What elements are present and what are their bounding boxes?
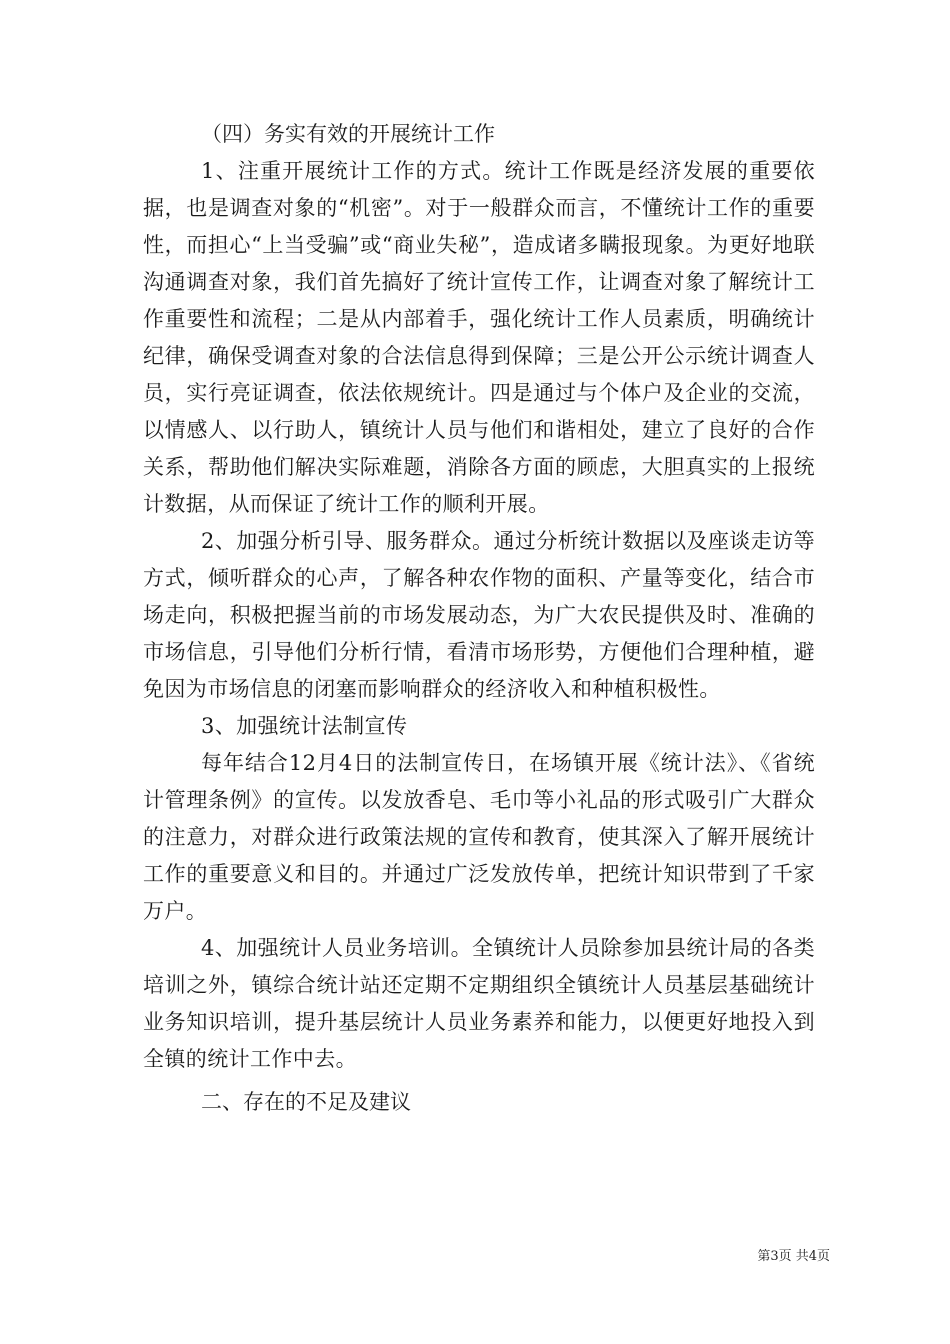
document-body — [143, 116, 815, 1121]
paragraph-law-publicity: 每年结合12月4日的法制宣传日，在场镇开展《统计法》、《省统计管理条例》的宣传。以发放香皂、毛巾等小礼品的形式吸引广大群众的注意力，对群众进行政策法规的宣传和教育，使其深入了解开展统计工作的重要意义和目的。并通过广泛发放传单，把统计知识带到了千家万户。 — [143, 751, 815, 923]
paragraph-statistics-methods: 1、注重开展统计工作的方式。统计工作既是经济发展的重要依据，也是调查对象的“机密”。对于一般群众而言，不懂统计工作的重要性，而担心“上当受骗”或“商业失秘”，造成诸多瞒报现象。为更好地联沟通调查对象，我们首先搞好了统计宣传工作，让调查对象了解统计工作重要性和流程；二是从内部着手，强化统计工作人员素质，明确统计纪律，确保受调查对象的合法信息得到保障；三是公开公示统计调查人员，实行亮证调查，依法依规统计。四是通过与个体户及企业的交流，以情感人、以行助人，镇统计人员与他们和谐相处，建立了良好的合作关系，帮助他们解决实际难题，消除各方面的顾虑，大胆真实的上报统计数据，从而保证了统计工作的顺利开展。 — [143, 159, 815, 516]
paragraph-law-publicity-title: 3、加强统计法制宣传 — [201, 714, 408, 738]
paragraph-staff-training: 4、加强统计人员业务培训。全镇统计人员除参加县统计局的各类培训之外，镇综合统计站还定期不定期组织全镇统计人员基层基础统计业务知识培训，提升基层统计人员业务素养和能力，以便更好地投入到全镇的统计工作中去。 — [143, 936, 815, 1071]
page-number: 第3页 共4页 — [757, 1249, 830, 1264]
subsection-heading: （四）务实有效的开展统计工作 — [201, 122, 495, 146]
paragraph-analysis-guidance: 2、加强分析引导、服务群众。通过分析统计数据以及座谈走访等方式，倾听群众的心声，了解各种农作物的面积、产量等变化，结合市场走向，积极把握当前的市场发展动态，为广大农民提供及时、准确的市场信息，引导他们分析行情，看清市场形势，方便他们合理种植，避免因为市场信息的闭塞而影响群众的经济收入和种植积极性。 — [143, 529, 815, 701]
section-heading: 二、存在的不足及建议 — [201, 1090, 411, 1114]
